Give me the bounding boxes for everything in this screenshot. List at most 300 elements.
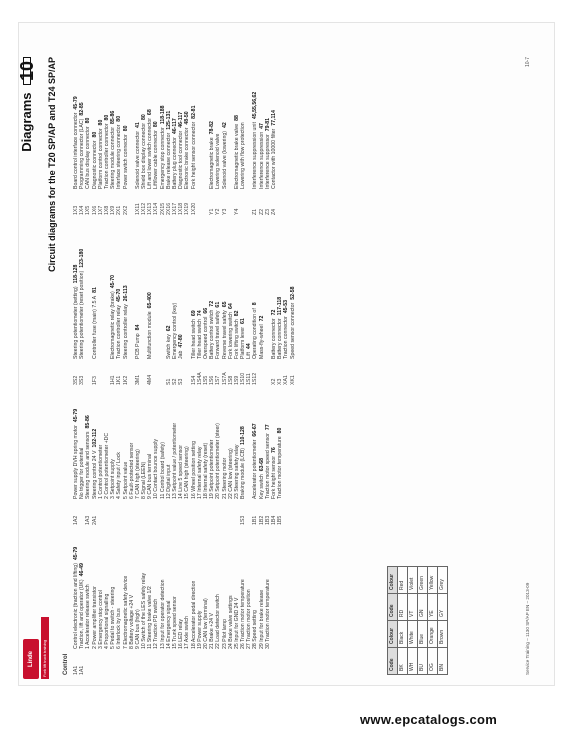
component-description: CAN bus display connector <box>85 126 92 189</box>
component-description: 18 Accelerator pedal direction <box>190 580 197 649</box>
component-code: 1S3 <box>240 515 247 525</box>
page-reference: 44 <box>246 343 253 350</box>
page-reference: 102-112 <box>91 428 98 448</box>
component-code: 1A1 <box>73 665 79 675</box>
component-code: S2 <box>172 378 178 385</box>
component-code: XK1 <box>289 375 296 385</box>
page-number: 10-7 <box>524 57 531 68</box>
page-reference: 80 <box>153 121 160 128</box>
component-description: 16 Wheel position setting <box>190 441 197 499</box>
component-description: Shield box display connector <box>141 122 148 189</box>
component-description: 15 Trunk speed sensor <box>172 596 178 649</box>
component-description: Operating condition of <box>252 308 259 359</box>
component-code: 1A1 <box>79 665 86 675</box>
component-description: Fork lowering switch <box>227 312 234 359</box>
component-description: Diagnostic tool connector <box>178 130 185 189</box>
component-code: 1B1 <box>252 515 259 525</box>
component-code: 1B4 <box>271 515 277 525</box>
component-description: Accelerator potentiometer <box>252 439 259 499</box>
wire-table-header-cell: Colour <box>388 621 398 648</box>
component-description: Interference suppressor <box>264 134 271 189</box>
page-reference: 88 <box>233 115 240 121</box>
component-code: 1S11 <box>246 373 253 385</box>
component-description: Platform lever <box>240 327 247 359</box>
wire-table-cell: Green <box>418 567 428 594</box>
page-reference: 45-70 <box>110 274 117 289</box>
page-reference: 80 <box>122 125 129 132</box>
wire-table-cell: BN <box>438 648 448 675</box>
component-code: 2X1 <box>116 205 123 215</box>
wire-table-cell: BK <box>398 648 408 675</box>
wire-table-cell: Brown <box>438 621 448 648</box>
component-code: 1S6 <box>209 375 216 385</box>
component-description: Battery connector <box>277 318 284 359</box>
component-description: No trigger for potential <box>79 447 86 499</box>
component-code: 1B5 <box>277 515 284 525</box>
page-reference: 61 <box>215 301 222 308</box>
wire-table-cell: White <box>408 621 418 648</box>
page-reference: 69 <box>190 310 197 317</box>
legend-column-2 <box>73 409 283 525</box>
component-description: 12 Digital input <box>165 464 172 499</box>
component-description: Steering potentiometer (reset position) <box>79 270 86 359</box>
page-reference: 80 <box>141 114 148 120</box>
component-description: Fork lifting switch <box>233 319 240 359</box>
component-description: 4 Safety input / Lock <box>116 451 123 499</box>
legend-column-3 <box>73 249 296 385</box>
component-description: Traction connector <box>283 316 290 359</box>
page-reference: 80 <box>91 131 98 138</box>
component-description: 3 Emergency stop control <box>97 590 104 649</box>
component-code: 1S5 <box>202 375 209 385</box>
page-reference: 26-113 <box>122 285 129 302</box>
component-description: Battery connector <box>271 318 277 359</box>
component-description: Steering module connector <box>110 127 117 189</box>
component-code: 1H1 <box>110 375 117 385</box>
page-header <box>17 45 57 685</box>
page-reference: 118-128 <box>73 264 79 284</box>
component-description: Jab <box>178 350 185 359</box>
component-code: 1X20 <box>190 202 197 215</box>
wire-table-cell: Blue <box>418 621 428 648</box>
component-description: 23 Steering safety relay <box>233 444 240 499</box>
page-footer: Service Training – 1130 SP/AP EN – 2013-09 <box>524 582 530 675</box>
component-description: 9 CAN bus terminal <box>147 454 154 499</box>
component-code: X3 <box>277 378 284 385</box>
document-page <box>18 22 555 686</box>
page-reference: 68 <box>147 109 154 116</box>
legend-entry <box>191 92 197 215</box>
rotated-page-content <box>19 45 539 685</box>
page-reference: 80 <box>85 117 92 124</box>
page-reference: 66 <box>202 307 209 314</box>
component-description: 29 Input for brake release <box>258 589 265 649</box>
component-code: 1X14 <box>153 202 160 215</box>
wire-table-cell: Grey <box>438 567 448 594</box>
component-description: 14 Emergency signal <box>165 600 172 649</box>
component-code: 1X17 <box>172 202 178 215</box>
component-description: Lift/lower cable connector <box>153 130 160 189</box>
component-description: 26 Traction motor temperature <box>240 579 247 649</box>
component-code: 2X2 <box>122 205 129 215</box>
page-reference: 80 <box>103 114 110 121</box>
component-description: Traction motor temperature <box>277 436 284 499</box>
component-description: 12 Traction PD switch <box>153 598 160 649</box>
page-reference: 80 <box>277 427 284 434</box>
component-code: 1X11 <box>134 203 141 215</box>
component-description: Multifunction module <box>147 311 154 359</box>
page-reference: 45-79 <box>73 408 79 423</box>
component-code: 4M4 <box>147 374 154 385</box>
component-description: 20 CAN low (terminal) <box>202 598 209 649</box>
page-reference: 61 <box>240 318 247 324</box>
page-reference: 46-49 <box>79 563 86 577</box>
component-description: Traction, lift and operator (UK) <box>79 579 86 649</box>
component-description: Traction controller connector <box>103 123 110 189</box>
component-description: 10 Contact bounce supply <box>153 439 160 499</box>
component-code: 1K2 <box>122 375 129 385</box>
component-description: Tiller head switch <box>190 319 197 359</box>
wire-table-cell: Violet <box>408 567 418 594</box>
wire-table-row <box>408 567 418 675</box>
component-description: Lift and lower switch connector <box>147 118 154 189</box>
page-reference: 118-188 <box>159 105 166 125</box>
wire-table-header-cell: Code <box>388 594 398 621</box>
component-code: 1F3 <box>91 376 98 385</box>
page-reference: 85-86 <box>85 415 92 429</box>
component-code: 1X13 <box>147 202 154 215</box>
wire-table-cell: RD <box>398 594 408 621</box>
component-description: 30 Traction motor temperature <box>264 579 271 649</box>
component-code: 1B2 <box>258 515 265 525</box>
component-code: Z1 <box>252 208 259 215</box>
component-description: 1 Accelerator release switch <box>85 584 92 649</box>
component-description: Interface steering connector <box>116 124 123 189</box>
page-reference: 123-180 <box>79 248 86 268</box>
page-reference: 48-50 <box>184 111 191 125</box>
component-description: Braking module (LCB) <box>240 447 247 499</box>
component-description: Tiller head switch <box>196 319 203 359</box>
component-description: 6 Interlock by bus <box>116 608 123 649</box>
component-description: Steering module and sensors <box>85 431 92 499</box>
component-code: 2A1 <box>91 515 98 525</box>
wire-table-header-cell: Code <box>388 648 398 675</box>
component-description: 23 Pilot lamp <box>221 619 228 649</box>
component-description: Speed sensor connector <box>289 302 296 359</box>
component-description: 28 Speed setting <box>252 610 259 649</box>
page-reference: 52-58 <box>289 286 296 300</box>
wire-table-cell: WH <box>408 648 418 675</box>
component-code: Y4 <box>233 208 240 215</box>
component-code: 1A2 <box>73 515 79 525</box>
component-description: Key switch <box>258 474 265 499</box>
component-code: 1S10 <box>240 372 247 385</box>
component-description: 3 Setpoint supply <box>110 459 117 499</box>
page-reference: 80 <box>116 115 123 122</box>
component-description: 17 Axle switch <box>184 616 191 649</box>
wire-table-row <box>438 567 448 675</box>
page-reference: 84 <box>134 324 141 331</box>
component-description: Solenoid valve connector <box>134 131 141 189</box>
component-description: 10 Switch of the LES safety relay <box>141 572 148 649</box>
component-description: Contactor with 10000 filter <box>271 128 277 189</box>
component-description: Fork height sensor connector <box>190 121 197 189</box>
legend-column-1 <box>73 547 271 675</box>
component-code: 1S12 <box>252 372 259 385</box>
component-description: 27 Traction motor position <box>246 589 253 649</box>
page-reference: 62 <box>165 325 172 332</box>
page-reference: 82-81 <box>190 105 197 119</box>
component-description: Electromagnetic brake valve <box>233 123 240 189</box>
watermark-url: www.epcatalogs.com <box>360 712 498 727</box>
page-reference: 110-128 <box>240 426 247 445</box>
component-description: 14 Line 5 speed sensor <box>178 445 185 499</box>
component-description: Control electronic (traction and lifting) <box>73 563 79 649</box>
page-reference: 78-82 <box>209 121 216 135</box>
legend-entry <box>290 249 296 385</box>
component-description: Steering potentiometer (setting) <box>73 286 79 359</box>
component-code: S3 <box>178 378 185 385</box>
component-code: 1X9 <box>110 205 117 215</box>
wire-table-cell: GY <box>438 594 448 621</box>
component-description: Steering controller relay <box>122 304 129 359</box>
page-reference: 80 <box>97 119 104 126</box>
component-description: Controller fuse (main) 7.5 A <box>91 295 98 359</box>
component-code: 1S7A <box>221 372 228 385</box>
brand-logo: Linde <box>23 639 39 679</box>
component-code: 3S3 <box>79 375 86 385</box>
component-description: Battery control switch <box>209 309 216 359</box>
component-description: 8 Battery voltage +24 V <box>128 594 135 649</box>
page-reference: 45-79 <box>73 96 79 110</box>
component-description: 17 Internal safety relay <box>196 446 203 499</box>
component-description: 19 Setpoint potentiometer <box>209 439 216 499</box>
component-code: Y1 <box>209 208 216 215</box>
component-description: 7 CAN high (steering) <box>134 449 141 499</box>
component-description: 5 Pedal to switch - steering <box>110 586 117 649</box>
wire-colour-table <box>387 566 448 675</box>
section-number: 10 <box>23 57 31 85</box>
component-description: 2 Control potentiometer +DC <box>103 432 110 499</box>
component-description: Interference suppression <box>258 131 265 189</box>
component-description: Board control interface connector <box>73 112 79 189</box>
page-reference: 81 <box>91 287 98 293</box>
component-description: 1 Control potentiometer <box>97 444 104 499</box>
page-reference: 72 <box>258 315 265 322</box>
page-reference: 41 <box>134 122 141 129</box>
page-reference: 76 <box>271 447 277 454</box>
legend-entry <box>265 547 271 675</box>
component-code: 1X5 <box>85 205 92 215</box>
page-reference: 85-86 <box>110 110 117 124</box>
page-reference: 82-85 <box>79 102 86 116</box>
wire-table-header <box>388 567 398 675</box>
wire-table-cell: VT <box>408 594 418 621</box>
page-subtitle: Circuit diagrams for the T20 SP/AP and T24 SP/AP <box>47 57 57 272</box>
component-description: Electronic brake connector <box>184 127 191 189</box>
component-description: 7 Electromagnetic safety device <box>122 575 129 649</box>
component-description: 11 Control board (safety) <box>159 442 166 499</box>
section-title: Diagrams <box>19 92 34 152</box>
component-description: 2 Power amplifier transistor <box>91 586 98 649</box>
page-reference: 77,114 <box>271 110 277 126</box>
component-code: 2X16 <box>165 202 172 215</box>
component-description: 24 Brake valve settings <box>227 595 234 649</box>
component-description: 22 Load detector switch <box>215 594 222 649</box>
wire-table-cell: Orange <box>428 621 438 648</box>
page-reference: 45,55,56,62 <box>252 91 259 120</box>
page-reference: 45-53 <box>283 299 290 314</box>
component-description: Lift <box>246 352 253 359</box>
component-code: 1K1 <box>116 375 123 385</box>
legend-entry <box>271 92 277 215</box>
wire-table-cell: GN <box>418 594 428 621</box>
component-code: 1B3 <box>264 515 271 525</box>
component-description: Solenoid valve (lowering) <box>221 131 228 189</box>
component-description: Electromagnetic brake <box>209 137 216 189</box>
component-code: 1A3 <box>85 515 92 525</box>
component-description: Switch key <box>165 334 172 359</box>
brand-subline: Fork lift truck training <box>41 617 49 679</box>
component-description: Lowering with flow protection <box>240 122 247 189</box>
component-code: 1X4 <box>79 205 86 215</box>
component-description: 21 Steering motor <box>221 457 228 499</box>
component-description: 22 CAN low (steering) <box>227 448 234 499</box>
wire-table-cell: Yellow <box>428 567 438 594</box>
component-code: X2 <box>271 378 277 385</box>
page-reference: 77 <box>264 424 271 431</box>
page-reference: 46-117 <box>178 111 185 128</box>
page-reference: 8 <box>252 302 259 306</box>
wire-table-row <box>428 567 438 675</box>
wire-table-cell: Red <box>398 567 408 594</box>
component-description: Power switch connector <box>122 134 129 189</box>
component-description: Electromagnetic relay (brake) <box>110 291 117 359</box>
component-description: Traction motor speed sensor <box>264 433 271 499</box>
component-code: Z4 <box>271 208 277 215</box>
component-code: 1S7 <box>215 375 222 385</box>
page-reference: 72 <box>271 309 277 316</box>
component-description: Lowering solenoid valve <box>215 133 222 189</box>
component-description: Battery plug connector <box>172 137 178 189</box>
page-reference: 63-68 <box>258 457 265 472</box>
component-description: Platform control connector <box>97 128 104 189</box>
component-description: 5 Setpoint value <box>122 461 129 499</box>
component-code: Z3 <box>264 208 271 215</box>
component-description: Steering control 24 V <box>91 450 98 499</box>
component-description: 25 Input for GND 24 V <box>233 597 240 649</box>
component-code: 1X6 <box>91 205 98 215</box>
component-description: Emergency stop connector <box>159 127 166 189</box>
component-code: 2X15 <box>159 202 166 215</box>
component-description: 8 Signal (LEEN) <box>141 461 148 499</box>
component-description: 20 Setpoint potentiometer (steer) <box>215 423 222 499</box>
component-description: 4 Proportional signalling <box>103 593 110 649</box>
wire-table-cell: YE <box>428 594 438 621</box>
component-code: Y3 <box>221 208 228 215</box>
component-description: 21 Brake +24 V <box>209 613 216 649</box>
component-description: Brake release connector <box>165 132 172 189</box>
component-description: 15 CAN high (steering) <box>184 446 191 499</box>
section-heading <box>17 57 37 152</box>
legend-entry <box>277 409 283 525</box>
component-description: 9 CAN bus (high) <box>134 609 141 649</box>
legend-column-4 <box>73 92 277 215</box>
wire-table-header-cell: Colour <box>388 567 398 594</box>
page-reference: 47 <box>258 123 265 129</box>
page-reference: 117-118 <box>277 296 284 316</box>
page-reference: 65 <box>221 301 228 308</box>
component-description: Forward travel safety <box>215 310 222 359</box>
component-code: 1X19 <box>184 202 191 215</box>
component-code: XA1 <box>283 375 290 385</box>
component-description: Mass-fly-wheel <box>258 324 265 359</box>
page-reference: 74 <box>196 310 203 317</box>
component-description: Fork height sensor <box>271 456 277 499</box>
page-reference: 47-80 <box>178 334 185 348</box>
page-reference: 65-400 <box>147 292 154 309</box>
component-description: 13 Setpoint value / potentiometer <box>172 422 178 499</box>
component-code: Y2 <box>215 208 222 215</box>
wire-table-row <box>418 567 428 675</box>
component-description: Reverse travel safety <box>221 310 228 359</box>
component-code: 1S9 <box>233 375 240 385</box>
component-code: S1 <box>165 378 172 385</box>
component-description: 19 Power supply <box>196 610 203 649</box>
page-reference: 46-117 <box>172 118 178 135</box>
component-description: 6 Fault-protected sensor <box>128 442 135 499</box>
page-reference: 64 <box>227 303 234 309</box>
component-description: 11 Steering brake valve 1/2 <box>147 586 154 649</box>
wire-table-cell: Black <box>398 621 408 648</box>
component-code: Z2 <box>258 208 265 215</box>
component-description: Interference suppression unit <box>252 122 259 189</box>
component-description: 16 LED relay <box>178 619 185 649</box>
component-description: Traction controller relay <box>116 304 123 359</box>
component-code: 1X12 <box>141 202 148 215</box>
component-code: 3M1 <box>134 374 141 385</box>
component-description: PCB Pump <box>134 333 141 359</box>
page-reference: 45-70 <box>116 288 123 302</box>
page-reference: 66-67 <box>252 423 259 437</box>
wire-table-cell: BU <box>418 648 428 675</box>
page-reference: 42 <box>221 122 228 129</box>
wire-table-cell: OG <box>428 648 438 675</box>
component-code: 1X18 <box>178 202 185 215</box>
page-reference: 82 <box>233 310 240 317</box>
component-code: 1X3 <box>73 205 79 215</box>
component-description: Programming connector (LAC) <box>79 118 86 189</box>
component-code: 1X7 <box>97 205 104 215</box>
component-code: 1X8 <box>103 205 110 215</box>
page-reference: 125-131 <box>165 110 172 130</box>
wire-table-row <box>398 567 408 675</box>
component-description: Power supply DVH spring motor <box>73 425 79 499</box>
component-code: 3S2 <box>73 375 79 385</box>
component-description: 13 Input for operator detection <box>159 579 166 649</box>
component-code: 1S8 <box>227 375 234 385</box>
component-description: 18 Internal safety (reset) <box>202 442 209 499</box>
legend-heading: Control <box>63 653 69 675</box>
component-code: 1S4A <box>196 372 203 385</box>
page-reference: 79-81 <box>264 117 271 132</box>
page-reference: 72 <box>209 300 216 307</box>
component-description: Emergency control (key) <box>172 302 178 359</box>
component-code: 1S4 <box>190 375 197 385</box>
component-description: Overspeed control <box>202 316 209 359</box>
page-reference: 45-79 <box>73 546 79 561</box>
component-description: Diagnostic connector <box>91 140 98 189</box>
